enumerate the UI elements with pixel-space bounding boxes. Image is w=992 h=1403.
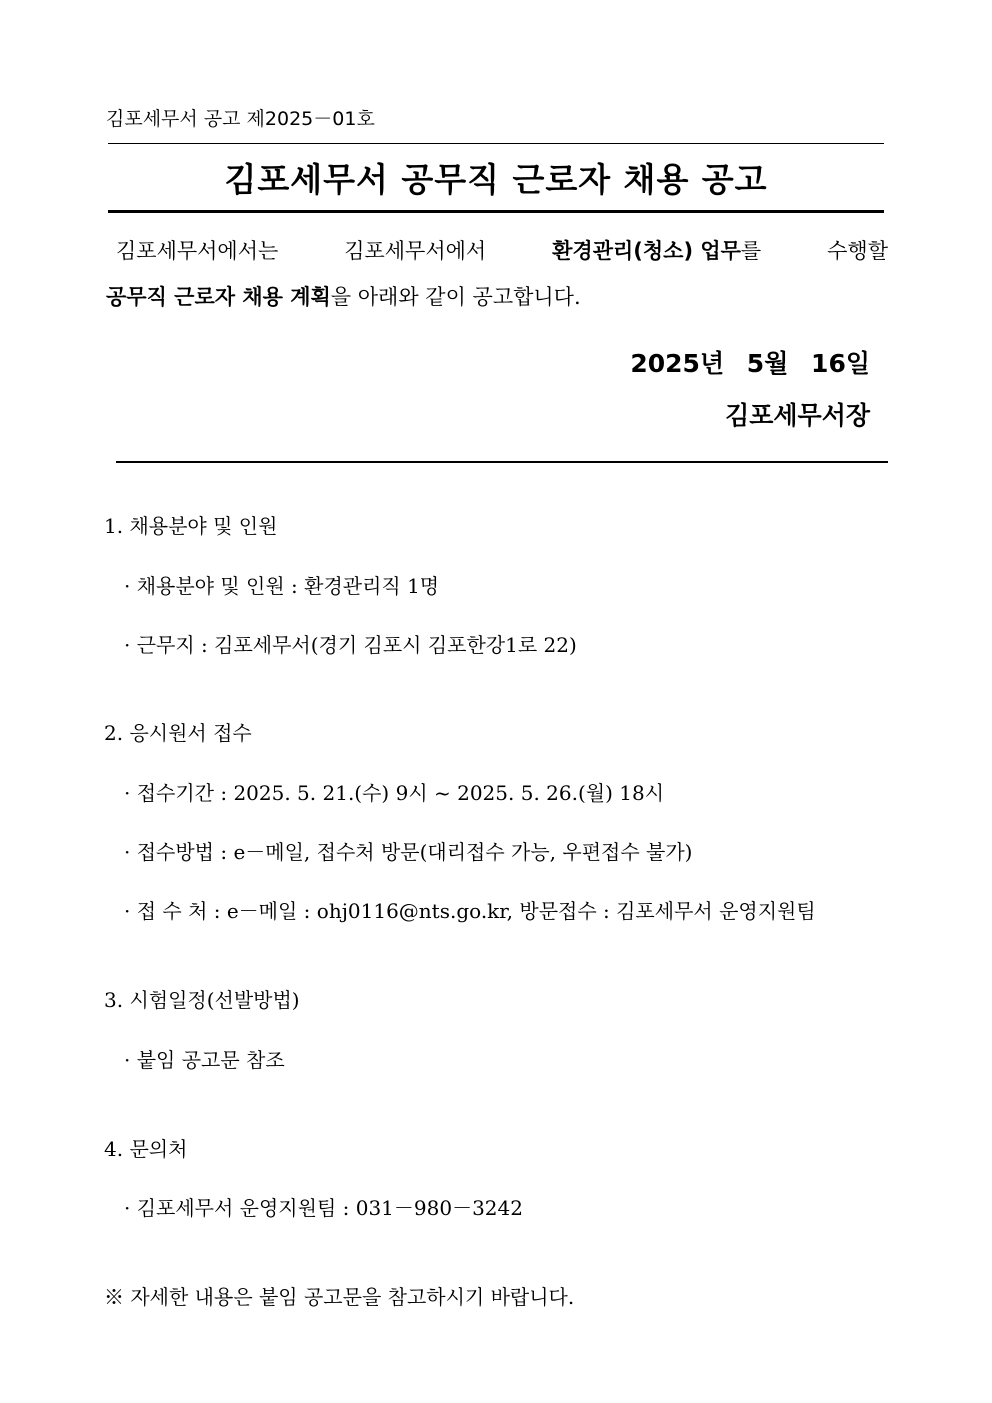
intro-tail: 을 아래와 같이 공고합니다. — [330, 285, 581, 309]
intro-paragraph — [106, 228, 888, 320]
intro-line-1 — [106, 228, 888, 274]
section-item: · 김포세무서 운영지원팀 : 031－980－3242 — [124, 1196, 523, 1220]
section-item: · 접수기간 : 2025. 5. 21.(수) 9시 ~ 2025. 5. 26.(월) 18시 — [124, 781, 665, 805]
title-top-rule — [108, 143, 884, 144]
section-item: · 붙임 공고문 참조 — [124, 1048, 285, 1072]
header-divider — [116, 461, 888, 463]
intro-word: 김포세무서에서 — [344, 239, 487, 263]
intro-bold-phrase: 환경관리(청소) 업무를 — [552, 239, 762, 263]
intro-word: 김포세무서에서는 — [116, 239, 279, 263]
footer-note: ※ 자세한 내용은 붙임 공고문을 참고하시기 바랍니다. — [104, 1285, 575, 1309]
signer: 김포세무서장 — [725, 401, 870, 430]
section-item: · 채용분야 및 인원 : 환경관리직 1명 — [124, 574, 440, 598]
section-item: · 근무지 : 김포세무서(경기 김포시 김포한강1로 22) — [124, 633, 577, 657]
intro-line-2 — [106, 274, 888, 320]
title-bottom-rule — [108, 210, 884, 213]
notice-date: 2025년 5월 16일 — [630, 349, 870, 378]
section-heading: 2. 응시원서 접수 — [104, 721, 252, 745]
intro-word: 수행할 — [827, 239, 888, 263]
section-item: · 접수방법 : e－메일, 접수처 방문(대리접수 가능, 우편접수 불가) — [124, 840, 693, 864]
section-item: · 접 수 처 : e－메일 : ohj0116@nts.go.kr, 방문접수 : 김포세무서 운영지원팀 — [124, 899, 816, 923]
section-heading: 4. 문의처 — [104, 1137, 188, 1161]
section-heading: 1. 채용분야 및 인원 — [104, 514, 278, 538]
intro-bold-phrase-2: 공무직 근로자 채용 계획 — [106, 285, 331, 309]
section-heading: 3. 시험일정(선발방법) — [104, 988, 300, 1012]
page-title: 김포세무서 공무직 근로자 채용 공고 — [224, 160, 768, 199]
notice-number: 김포세무서 공고 제2025－01호 — [106, 108, 375, 130]
